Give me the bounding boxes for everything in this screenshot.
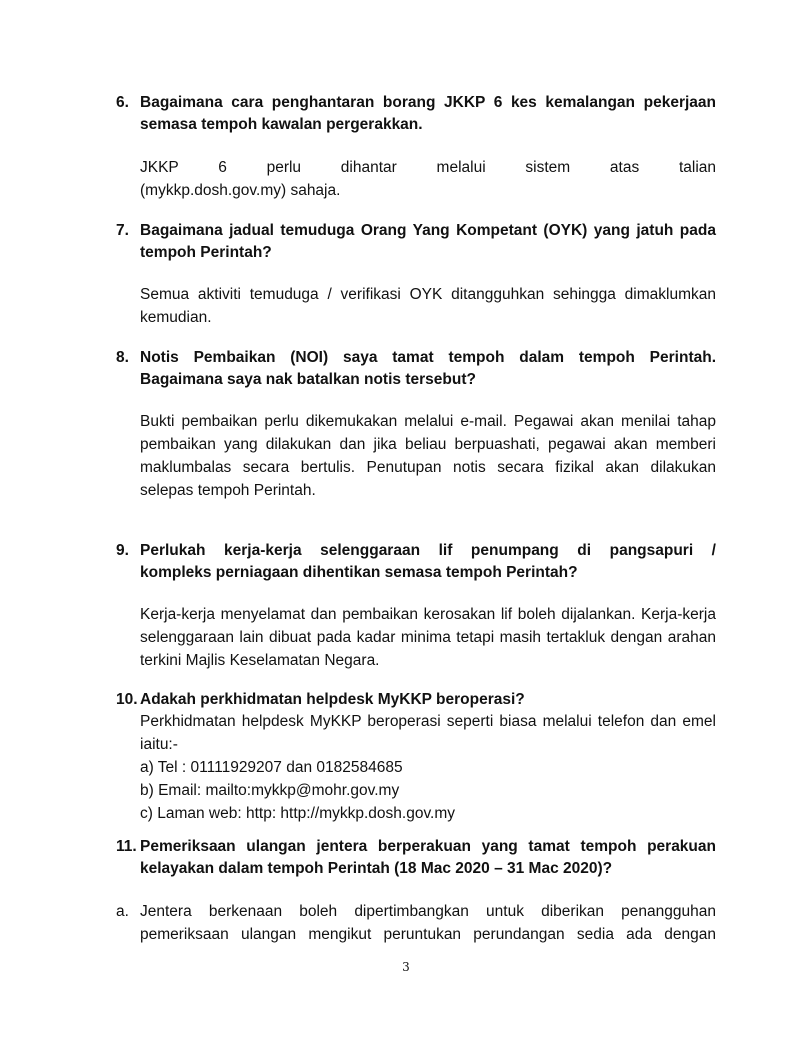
answer-8 [140, 410, 716, 502]
answer-10 [140, 710, 716, 825]
answer-line: Semua aktiviti temuduga / verifikasi OYK ditangguhkan sehingga dimaklumkan [140, 286, 716, 303]
answer-line: Bukti pembaikan perlu dikemukakan melalui e-mail. Pegawai akan menilai tahap [140, 413, 716, 430]
question-6 [116, 92, 716, 136]
question-10 [116, 689, 716, 711]
answer-line: (mykkp.dosh.gov.my) sahaja. [140, 182, 341, 199]
question-line: Perlukah kerja-kerja selenggaraan lif penumpang di pangsapuri / [140, 542, 716, 559]
question-number: 6. [116, 94, 129, 111]
question-9 [116, 540, 716, 584]
answer-line: Perkhidmatan helpdesk MyKKP beroperasi seperti biasa melalui telefon dan emel [140, 713, 716, 730]
question-line: tempoh Perintah? [140, 244, 272, 261]
question-line: Bagaimana cara penghantaran borang JKKP 6 kes kemalangan pekerjaan [140, 94, 716, 111]
answer-line: Kerja-kerja menyelamat dan pembaikan kerosakan lif boleh dijalankan. Kerja-kerja [140, 606, 716, 623]
sub-item-line: Jentera berkenaan boleh dipertimbangkan untuk diberikan penangguhan [140, 903, 716, 920]
question-number: 9. [116, 542, 129, 559]
question-7 [116, 220, 716, 264]
question-number: 10. [116, 691, 138, 708]
contact-tel: a) Tel : 01111929207 dan 0182584685 [140, 759, 403, 776]
answer-line: terkini Majlis Keselamatan Negara. [140, 652, 380, 669]
answer-line: pembaikan yang dilakukan dan jika beliau berpuashati, pegawai akan memberi [140, 436, 716, 453]
sub-item-label: a. [116, 903, 129, 920]
contact-email: b) Email: mailto:mykkp@mohr.gov.my [140, 782, 400, 799]
sub-item-line: pemeriksaan ulangan mengikut peruntukan perundangan sedia ada dengan [140, 926, 716, 943]
contact-website: c) Laman web: http: http://mykkp.dosh.gov.my [140, 805, 456, 822]
question-line: Notis Pembaikan (NOI) saya tamat tempoh dalam tempoh Perintah. [140, 349, 716, 366]
question-11 [116, 836, 716, 880]
question-line: Bagaimana jadual temuduga Orang Yang Kompetant (OYK) yang jatuh pada [140, 222, 716, 239]
page-number: 3 [402, 960, 410, 974]
answer-6 [140, 156, 716, 202]
answer-line: kemudian. [140, 309, 212, 326]
answer-line: iaitu:- [140, 736, 178, 753]
question-number: 7. [116, 222, 129, 239]
question-8 [116, 347, 716, 391]
question-line: Bagaimana saya nak batalkan notis tersebut? [140, 371, 476, 388]
answer-9 [140, 603, 716, 672]
answer-line: JKKP 6 perlu dihantar melalui sistem atas talian [140, 159, 716, 176]
question-line: kompleks perniagaan dihentikan semasa tempoh Perintah? [140, 564, 578, 581]
answer-line: maklumbalas secara bertulis. Penutupan notis secara fizikal akan dilakukan [140, 459, 716, 476]
sub-item-a [116, 900, 716, 946]
question-line: Adakah perkhidmatan helpdesk MyKKP beroperasi? [140, 691, 525, 708]
answer-7 [140, 283, 716, 329]
answer-line: selepas tempoh Perintah. [140, 482, 316, 499]
question-line: semasa tempoh kawalan pergerakkan. [140, 116, 423, 133]
question-number: 8. [116, 349, 129, 366]
question-line: kelayakan dalam tempoh Perintah (18 Mac 2020 – 31 Mac 2020)? [140, 860, 613, 877]
question-line: Pemeriksaan ulangan jentera berperakuan yang tamat tempoh perakuan [140, 838, 716, 855]
question-number: 11. [116, 838, 137, 855]
answer-line: selenggaraan lain dibuat pada kadar minima tetapi masih tertakluk dengan arahan [140, 629, 716, 646]
